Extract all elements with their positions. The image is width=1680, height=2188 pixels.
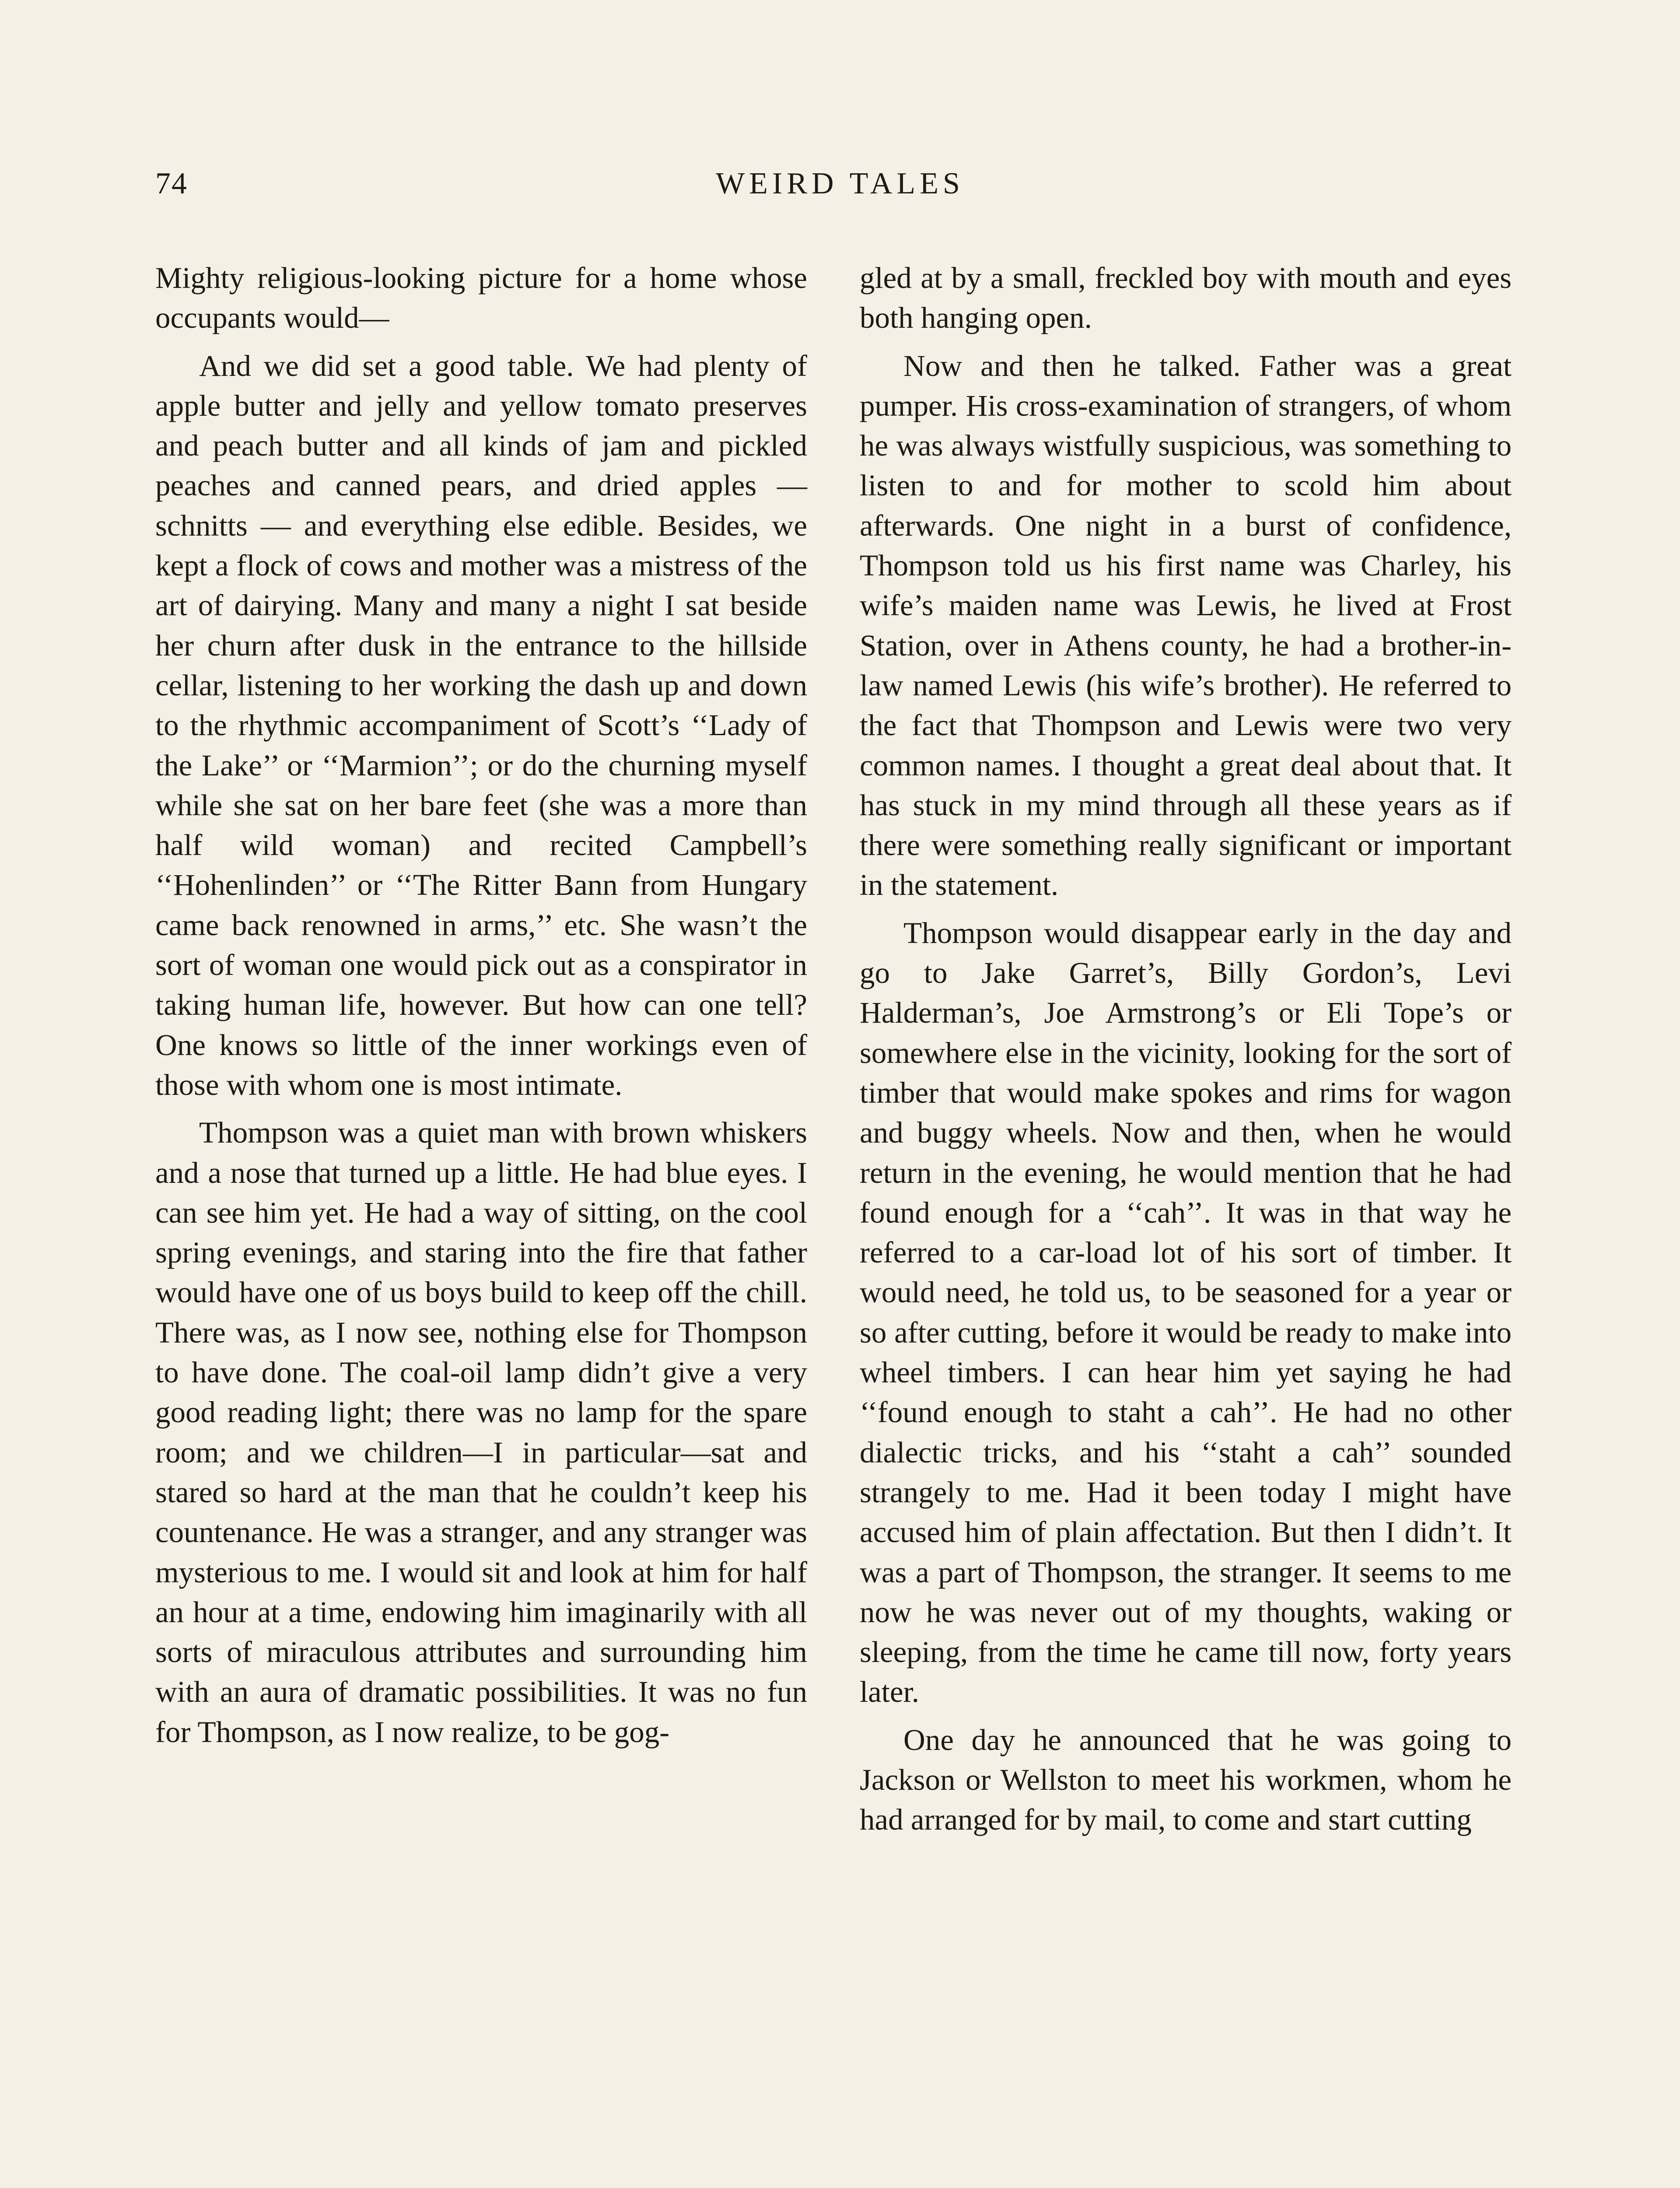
paragraph: Thompson was a quiet man with brown whiskers and a nose that turned up a little. He had blue eyes. I can see him yet. He had a way of sitting, on the cool spring evenings, and staring into the fire that father would have one of us boys build to keep off the chill. There was, as I now see, nothing else for Thompson to have done. The coal-oil lamp didn’t give a very good reading light; there was no lamp for the spare room; and we children—I in particular—sat and stared so hard at the man that he couldn’t keep his countenance. He was a stranger, and any stranger was mysterious to me. I would sit and look at him for half an hour at a time, endowing him imaginarily with all sorts of miraculous attributes and surrounding him with an aura of dramatic possibilities. It was no fun for Thompson, as I now realize, to be gog- (155, 1116, 807, 1749)
paragraph: And we did set a good table. We had plenty of apple butter and jelly and yellow tomato preserves and peach butter and all kinds of jam and pickled peaches and canned pears, and dried apples — schnitts — and everything else edible. Besides, we kept a flock of cows and mother was a mistress of the art of dairying. Many and many a night I sat beside her churn after dusk in the entrance to the hillside cellar, listening to her working the dash up and down to the rhythmic accompaniment of Scott’s ‘‘Lady of the Lake’’ or ‘‘Marmion’’; or do the churning myself while she sat on her bare feet (she was a more than half wild woman) and recited Campbell’s ‘‘Hohenlinden’’ or ‘‘The Ritter Bann from Hungary came back renowned in arms,’’ etc. She wasn’t the sort of woman one would pick out as a conspirator in taking human life, however. But how can one tell? One knows so little of the inner workings even of those with whom one is most intimate. (155, 349, 807, 1101)
paragraph: Now and then he talked. Father was a great pumper. His cross-examination of strangers, of whom he was always wistfully suspicious, was something to listen to and for mother to scold him about afterwards. One night in a burst of confidence, Thompson told us his first name was Charley, his wife’s maiden name was Lewis, he lived at Frost Station, over in Athens county, he had a brother-in-law named Lewis (his wife’s brother). He referred to the fact that Thompson and Lewis were two very common names. I thought a great deal about that. It has stuck in my mind through all these years as if there were something really significant or important in the statement. (860, 349, 1512, 902)
paragraph: gled at by a small, freckled boy with mouth and eyes both hanging open. (860, 261, 1512, 335)
paragraph: One day he announced that he was going to Jackson or Wellston to meet his workmen, whom he had arranged for by mail, to come and start cutting (860, 1723, 1512, 1837)
page-header (155, 166, 1525, 223)
page-number: 74 (155, 167, 188, 200)
paragraph: Thompson would disappear early in the day and go to Jake Garret’s, Billy Gordon’s, Levi Halderman’s, Joe Armstrong’s or Eli Tope’s or somewhere else in the vicinity, looking for the sort of timber that would make spokes and rims for wagon and buggy wheels. Now and then, when he would return in the evening, he would mention that he had found enough for a ‘‘cah’’. It was in that way he referred to a car-load lot of his sort of timber. It would need, he told us, to be seasoned for a year or so after cutting, before it would be ready to make into wheel timbers. I can hear him yet saying he had ‘‘found enough to staht a cah’’. He had no other dialectic tricks, and his ‘‘staht a cah’’ sounded strangely to me. Had it been today I might have accused him of plain affectation. But then I didn’t. It was a part of Thompson, the stranger. It seems to me now he was never out of my thoughts, waking or sleeping, from the time he came till now, forty years later. (860, 916, 1512, 1709)
left-column (155, 258, 807, 1760)
running-head: WEIRD TALES (716, 167, 964, 200)
paragraph: Mighty religious-looking picture for a home whose occupants would— (155, 261, 807, 335)
right-column (860, 258, 1512, 1848)
